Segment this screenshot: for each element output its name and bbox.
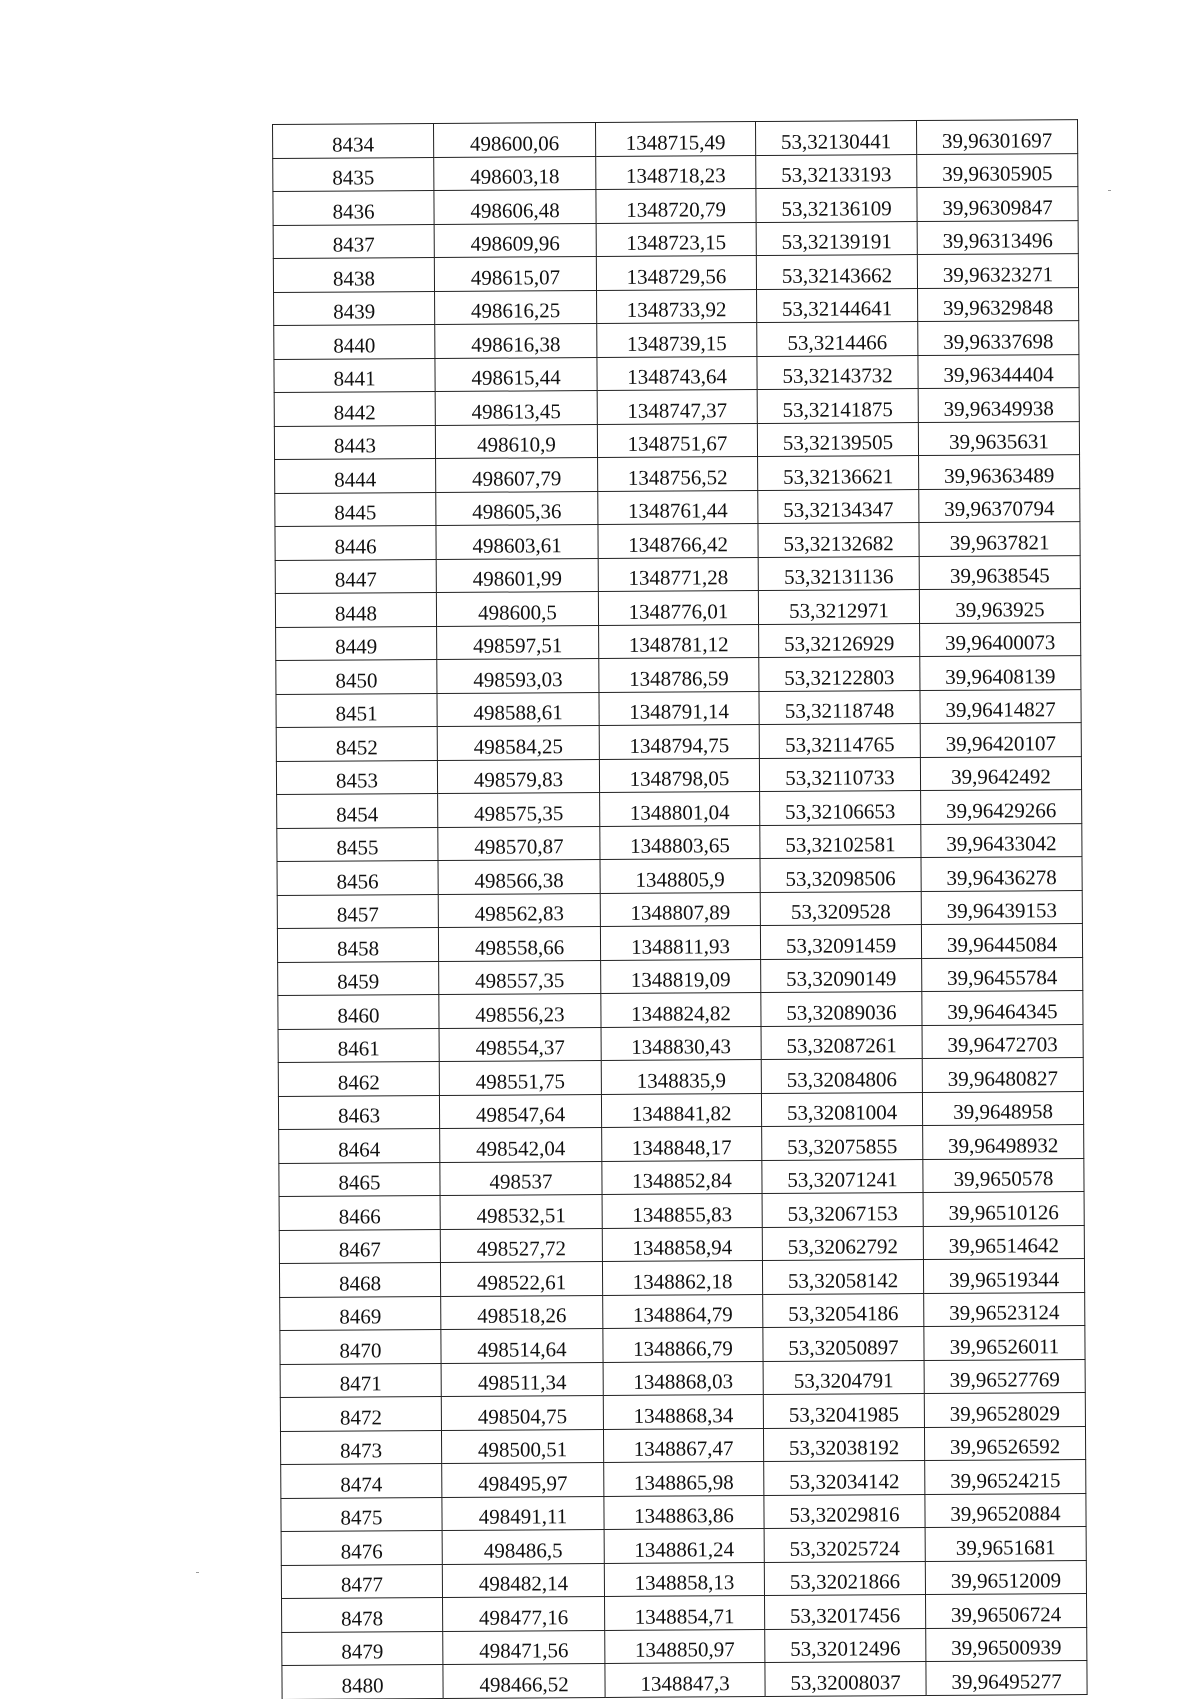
y-coordinate-cell: 1348855,83 [602,1194,762,1228]
latitude-cell: 53,32132682 [758,523,919,557]
y-coordinate-cell: 1348862,18 [602,1261,762,1295]
longitude-cell: 39,96313496 [917,220,1078,254]
x-coordinate-cell: 498471,56 [443,1630,605,1664]
x-coordinate-cell: 498584,25 [437,726,599,760]
x-coordinate-cell: 498566,38 [438,860,600,894]
y-coordinate-cell: 1348865,98 [604,1462,764,1496]
latitude-cell: 53,32110733 [759,757,920,791]
x-coordinate-cell: 498597,51 [437,625,599,659]
longitude-cell: 39,96323271 [917,254,1078,288]
point-number-cell: 8462 [278,1061,439,1095]
point-number-cell: 8434 [273,124,434,158]
table-row [275,488,1080,526]
longitude-cell: 39,96305905 [917,153,1078,187]
y-coordinate-cell: 1348867,47 [603,1428,763,1462]
point-number-cell: 8458 [277,927,438,961]
y-coordinate-cell: 1348835,9 [601,1060,761,1094]
x-coordinate-cell: 498615,44 [435,357,597,391]
longitude-cell: 39,96301697 [916,120,1077,154]
y-coordinate-cell: 1348868,03 [603,1361,763,1395]
table-row [282,1627,1087,1665]
longitude-cell: 39,96500939 [926,1627,1087,1661]
point-number-cell: 8440 [274,325,435,359]
y-coordinate-cell: 1348858,94 [602,1227,762,1261]
latitude-cell: 53,3212971 [758,590,919,624]
table-row [276,622,1081,660]
table-row [279,1192,1084,1230]
latitude-cell: 53,32012496 [765,1628,926,1662]
table-row [280,1426,1085,1464]
table-row [281,1527,1086,1565]
point-number-cell: 8475 [281,1497,442,1531]
table-row [279,1225,1084,1263]
y-coordinate-cell: 1348786,59 [599,658,759,692]
latitude-cell: 53,32098506 [760,858,921,892]
y-coordinate-cell: 1348811,93 [600,926,760,960]
x-coordinate-cell: 498610,9 [435,424,597,458]
y-coordinate-cell: 1348729,56 [596,256,756,290]
y-coordinate-cell: 1348847,3 [605,1663,765,1697]
x-coordinate-cell: 498532,51 [440,1195,602,1229]
point-number-cell: 8477 [281,1564,442,1598]
longitude-cell: 39,96309847 [917,187,1078,221]
longitude-cell: 39,96512009 [925,1560,1086,1594]
longitude-cell: 39,96420107 [920,723,1081,757]
latitude-cell: 53,32021866 [764,1561,925,1595]
latitude-cell: 53,32143662 [756,255,917,289]
table-row [280,1326,1085,1364]
latitude-cell: 53,32136621 [758,456,919,490]
table-row [278,1024,1083,1062]
longitude-cell: 39,96495277 [926,1661,1087,1695]
table-row [281,1560,1086,1598]
y-coordinate-cell: 1348803,65 [600,825,760,859]
latitude-cell: 53,32131136 [758,556,919,590]
point-number-cell: 8452 [276,727,437,761]
longitude-cell: 39,96506724 [925,1594,1086,1628]
table-row [280,1292,1085,1330]
longitude-cell: 39,96520884 [925,1493,1086,1527]
point-number-cell: 8460 [278,994,439,1028]
y-coordinate-cell: 1348720,79 [596,189,756,223]
latitude-cell: 53,32136109 [756,188,917,222]
latitude-cell: 53,32114765 [759,724,920,758]
point-number-cell: 8455 [277,827,438,861]
table-row [274,388,1079,426]
scan-speck [196,1572,199,1573]
table-row [277,790,1082,828]
point-number-cell: 8474 [281,1463,442,1497]
point-number-cell: 8442 [274,392,435,426]
x-coordinate-cell: 498570,87 [438,826,600,860]
x-coordinate-cell: 498579,83 [437,759,599,793]
latitude-cell: 53,32139191 [756,221,917,255]
longitude-cell: 39,96510126 [923,1192,1084,1226]
point-number-cell: 8453 [276,760,437,794]
point-number-cell: 8436 [273,191,434,225]
point-number-cell: 8449 [276,626,437,660]
table-row [273,220,1078,258]
y-coordinate-cell: 1348743,64 [597,356,757,390]
x-coordinate-cell: 498562,83 [438,893,600,927]
x-coordinate-cell: 498466,52 [443,1663,605,1697]
latitude-cell: 53,32130441 [755,121,916,155]
longitude-cell: 39,96400073 [920,622,1081,656]
x-coordinate-cell: 498511,34 [441,1362,603,1396]
longitude-cell: 39,96526592 [924,1426,1085,1460]
y-coordinate-cell: 1348791,14 [599,691,759,725]
table-row [277,857,1082,895]
y-coordinate-cell: 1348807,89 [600,892,760,926]
latitude-cell: 53,32081004 [761,1092,922,1126]
longitude-cell: 39,96436278 [921,857,1082,891]
x-coordinate-cell: 498486,5 [442,1529,604,1563]
y-coordinate-cell: 1348805,9 [600,859,760,893]
longitude-cell: 39,96524215 [925,1460,1086,1494]
x-coordinate-cell: 498557,35 [439,960,601,994]
longitude-cell: 39,96349938 [918,388,1079,422]
point-number-cell: 8470 [280,1329,441,1363]
point-number-cell: 8445 [275,492,436,526]
table-row [275,522,1080,560]
x-coordinate-cell: 498500,51 [441,1429,603,1463]
y-coordinate-cell: 1348723,15 [596,222,756,256]
latitude-cell: 53,32062792 [762,1226,923,1260]
y-coordinate-cell: 1348751,67 [597,423,757,457]
x-coordinate-cell: 498615,07 [434,257,596,291]
point-number-cell: 8476 [281,1530,442,1564]
longitude-cell: 39,96414827 [920,689,1081,723]
latitude-cell: 53,32071241 [762,1159,923,1193]
x-coordinate-cell: 498495,97 [442,1462,604,1496]
y-coordinate-cell: 1348761,44 [598,490,758,524]
latitude-cell: 53,32144641 [757,288,918,322]
longitude-cell: 39,96527769 [924,1359,1085,1393]
point-number-cell: 8472 [280,1396,441,1430]
y-coordinate-cell: 1348718,23 [596,155,756,189]
y-coordinate-cell: 1348824,82 [601,993,761,1027]
longitude-cell: 39,96523124 [924,1292,1085,1326]
y-coordinate-cell: 1348819,09 [601,959,761,993]
x-coordinate-cell: 498616,25 [435,290,597,324]
longitude-cell: 39,96526011 [924,1326,1085,1360]
table-row [279,1158,1084,1196]
longitude-cell: 39,96344404 [918,354,1079,388]
longitude-cell: 39,9638545 [919,555,1080,589]
y-coordinate-cell: 1348861,24 [604,1529,764,1563]
y-coordinate-cell: 1348766,42 [598,524,758,558]
point-number-cell: 8457 [277,894,438,928]
table-row [279,1125,1084,1163]
longitude-cell: 39,96429266 [921,790,1082,824]
longitude-cell: 39,96472703 [922,1024,1083,1058]
x-coordinate-cell: 498593,03 [437,659,599,693]
point-number-cell: 8465 [279,1162,440,1196]
y-coordinate-cell: 1348850,97 [605,1629,765,1663]
x-coordinate-cell: 498603,18 [434,156,596,190]
table-row [275,589,1080,627]
longitude-cell: 39,963925 [919,589,1080,623]
longitude-cell: 39,96433042 [921,823,1082,857]
y-coordinate-cell: 1348852,84 [602,1160,762,1194]
latitude-cell: 53,32090149 [761,958,922,992]
latitude-cell: 53,32134347 [758,489,919,523]
table-row [274,321,1079,359]
longitude-cell: 39,96337698 [918,321,1079,355]
x-coordinate-cell: 498522,61 [440,1262,602,1296]
latitude-cell: 53,32054186 [763,1293,924,1327]
table-row [281,1493,1086,1531]
latitude-cell: 53,32106653 [760,791,921,825]
x-coordinate-cell: 498616,38 [435,324,597,358]
latitude-cell: 53,32087261 [761,1025,922,1059]
x-coordinate-cell: 498554,37 [439,1027,601,1061]
y-coordinate-cell: 1348798,05 [599,758,759,792]
longitude-cell: 39,96514642 [923,1225,1084,1259]
x-coordinate-cell: 498600,5 [436,592,598,626]
point-number-cell: 8435 [273,157,434,191]
x-coordinate-cell: 498537 [440,1161,602,1195]
y-coordinate-cell: 1348781,12 [599,624,759,658]
x-coordinate-cell: 498518,26 [441,1295,603,1329]
latitude-cell: 53,3209528 [760,891,921,925]
y-coordinate-cell: 1348864,79 [603,1294,763,1328]
longitude-cell: 39,96519344 [923,1259,1084,1293]
longitude-cell: 39,96455784 [922,957,1083,991]
latitude-cell: 53,32050897 [763,1327,924,1361]
point-number-cell: 8461 [278,1028,439,1062]
table-row [281,1460,1086,1498]
latitude-cell: 53,32091459 [760,925,921,959]
longitude-cell: 39,96498932 [923,1125,1084,1159]
coordinates-table [272,119,1088,1699]
table-row [277,823,1082,861]
latitude-cell: 53,32038192 [763,1427,924,1461]
table-row [276,689,1081,727]
x-coordinate-cell: 498588,61 [437,692,599,726]
point-number-cell: 8448 [275,593,436,627]
latitude-cell: 53,32058142 [762,1260,923,1294]
latitude-cell: 53,32139505 [757,422,918,456]
x-coordinate-cell: 498514,64 [441,1329,603,1363]
x-coordinate-cell: 498477,16 [443,1596,605,1630]
scan-speck [1108,190,1111,191]
point-number-cell: 8446 [275,526,436,560]
point-number-cell: 8473 [280,1430,441,1464]
point-number-cell: 8468 [279,1262,440,1296]
latitude-cell: 53,32075855 [762,1126,923,1160]
table-row [274,421,1079,459]
x-coordinate-cell: 498547,64 [439,1094,601,1128]
x-coordinate-cell: 498556,23 [439,994,601,1028]
latitude-cell: 53,32084806 [761,1059,922,1093]
latitude-cell: 53,32143732 [757,355,918,389]
y-coordinate-cell: 1348715,49 [595,122,755,156]
table-row [275,555,1080,593]
table-row [276,723,1081,761]
latitude-cell: 53,32034142 [764,1461,925,1495]
table-row [280,1359,1085,1397]
point-number-cell: 8438 [273,258,434,292]
table-row [274,354,1079,392]
longitude-cell: 39,96464345 [922,991,1083,1025]
y-coordinate-cell: 1348841,82 [601,1093,761,1127]
x-coordinate-cell: 498542,04 [440,1128,602,1162]
latitude-cell: 53,32126929 [759,623,920,657]
longitude-cell: 39,96480827 [922,1058,1083,1092]
y-coordinate-cell: 1348848,17 [602,1127,762,1161]
y-coordinate-cell: 1348756,52 [598,457,758,491]
longitude-cell: 39,96329848 [918,287,1079,321]
table-row [278,1091,1083,1129]
table-row [278,1058,1083,1096]
y-coordinate-cell: 1348776,01 [598,591,758,625]
table-row [274,287,1079,325]
latitude-cell: 53,32133193 [756,154,917,188]
point-number-cell: 8469 [280,1296,441,1330]
latitude-cell: 53,32122803 [759,657,920,691]
table-row [273,187,1078,225]
table-row [278,957,1083,995]
point-number-cell: 8447 [275,559,436,593]
point-number-cell: 8467 [279,1229,440,1263]
point-number-cell: 8437 [273,224,434,258]
point-number-cell: 8480 [282,1664,443,1698]
point-number-cell: 8456 [277,860,438,894]
y-coordinate-cell: 1348733,92 [597,289,757,323]
point-number-cell: 8466 [279,1195,440,1229]
longitude-cell: 39,9635631 [918,421,1079,455]
point-number-cell: 8464 [279,1128,440,1162]
point-number-cell: 8443 [274,425,435,459]
point-number-cell: 8444 [275,459,436,493]
x-coordinate-cell: 498607,79 [436,458,598,492]
point-number-cell: 8471 [280,1363,441,1397]
y-coordinate-cell: 1348858,13 [604,1562,764,1596]
point-number-cell: 8441 [274,358,435,392]
x-coordinate-cell: 498575,35 [438,793,600,827]
table-row [277,890,1082,928]
longitude-cell: 39,9648958 [922,1091,1083,1125]
point-number-cell: 8478 [282,1597,443,1631]
table-row [276,756,1081,794]
latitude-cell: 53,32041985 [763,1394,924,1428]
x-coordinate-cell: 498609,96 [434,223,596,257]
table-row [282,1594,1087,1632]
longitude-cell: 39,9650578 [923,1158,1084,1192]
point-number-cell: 8450 [276,660,437,694]
coordinates-table-body [273,120,1088,1699]
y-coordinate-cell: 1348739,15 [597,323,757,357]
table-row [273,153,1078,191]
table-row [277,924,1082,962]
x-coordinate-cell: 498504,75 [441,1396,603,1430]
latitude-cell: 53,32067153 [762,1193,923,1227]
point-number-cell: 8451 [276,693,437,727]
latitude-cell: 53,32102581 [760,824,921,858]
table-row [278,991,1083,1029]
latitude-cell: 53,3214466 [757,322,918,356]
y-coordinate-cell: 1348794,75 [599,725,759,759]
y-coordinate-cell: 1348868,34 [603,1395,763,1429]
y-coordinate-cell: 1348801,04 [600,792,760,826]
x-coordinate-cell: 498527,72 [440,1228,602,1262]
longitude-cell: 39,9651681 [925,1527,1086,1561]
longitude-cell: 39,96363489 [919,455,1080,489]
latitude-cell: 53,32008037 [765,1662,926,1696]
y-coordinate-cell: 1348863,86 [604,1495,764,1529]
latitude-cell: 53,32089036 [761,992,922,1026]
x-coordinate-cell: 498603,61 [436,525,598,559]
latitude-cell: 53,32118748 [759,690,920,724]
x-coordinate-cell: 498613,45 [435,391,597,425]
point-number-cell: 8479 [282,1631,443,1665]
table-row [273,254,1078,292]
longitude-cell: 39,96370794 [919,488,1080,522]
table-row [280,1393,1085,1431]
y-coordinate-cell: 1348830,43 [601,1026,761,1060]
longitude-cell: 39,96445084 [921,924,1082,958]
x-coordinate-cell: 498606,48 [434,190,596,224]
table-row [276,656,1081,694]
x-coordinate-cell: 498600,06 [434,123,596,157]
x-coordinate-cell: 498605,36 [436,491,598,525]
latitude-cell: 53,32141875 [757,389,918,423]
longitude-cell: 39,9642492 [920,756,1081,790]
x-coordinate-cell: 498558,66 [438,927,600,961]
y-coordinate-cell: 1348747,37 [597,390,757,424]
latitude-cell: 53,32029816 [764,1494,925,1528]
x-coordinate-cell: 498551,75 [439,1061,601,1095]
latitude-cell: 53,32025724 [764,1528,925,1562]
point-number-cell: 8454 [277,794,438,828]
point-number-cell: 8463 [278,1095,439,1129]
latitude-cell: 53,3204791 [763,1360,924,1394]
table-row [275,455,1080,493]
table-row [279,1259,1084,1297]
longitude-cell: 39,96439153 [921,890,1082,924]
longitude-cell: 39,96408139 [920,656,1081,690]
longitude-cell: 39,96528029 [924,1393,1085,1427]
x-coordinate-cell: 498482,14 [442,1563,604,1597]
table-row [282,1661,1087,1699]
y-coordinate-cell: 1348771,28 [598,557,758,591]
point-number-cell: 8439 [274,291,435,325]
longitude-cell: 39,9637821 [919,522,1080,556]
table-row [273,120,1078,158]
y-coordinate-cell: 1348866,79 [603,1328,763,1362]
latitude-cell: 53,32017456 [764,1595,925,1629]
y-coordinate-cell: 1348854,71 [605,1596,765,1630]
point-number-cell: 8459 [278,961,439,995]
x-coordinate-cell: 498601,99 [436,558,598,592]
x-coordinate-cell: 498491,11 [442,1496,604,1530]
